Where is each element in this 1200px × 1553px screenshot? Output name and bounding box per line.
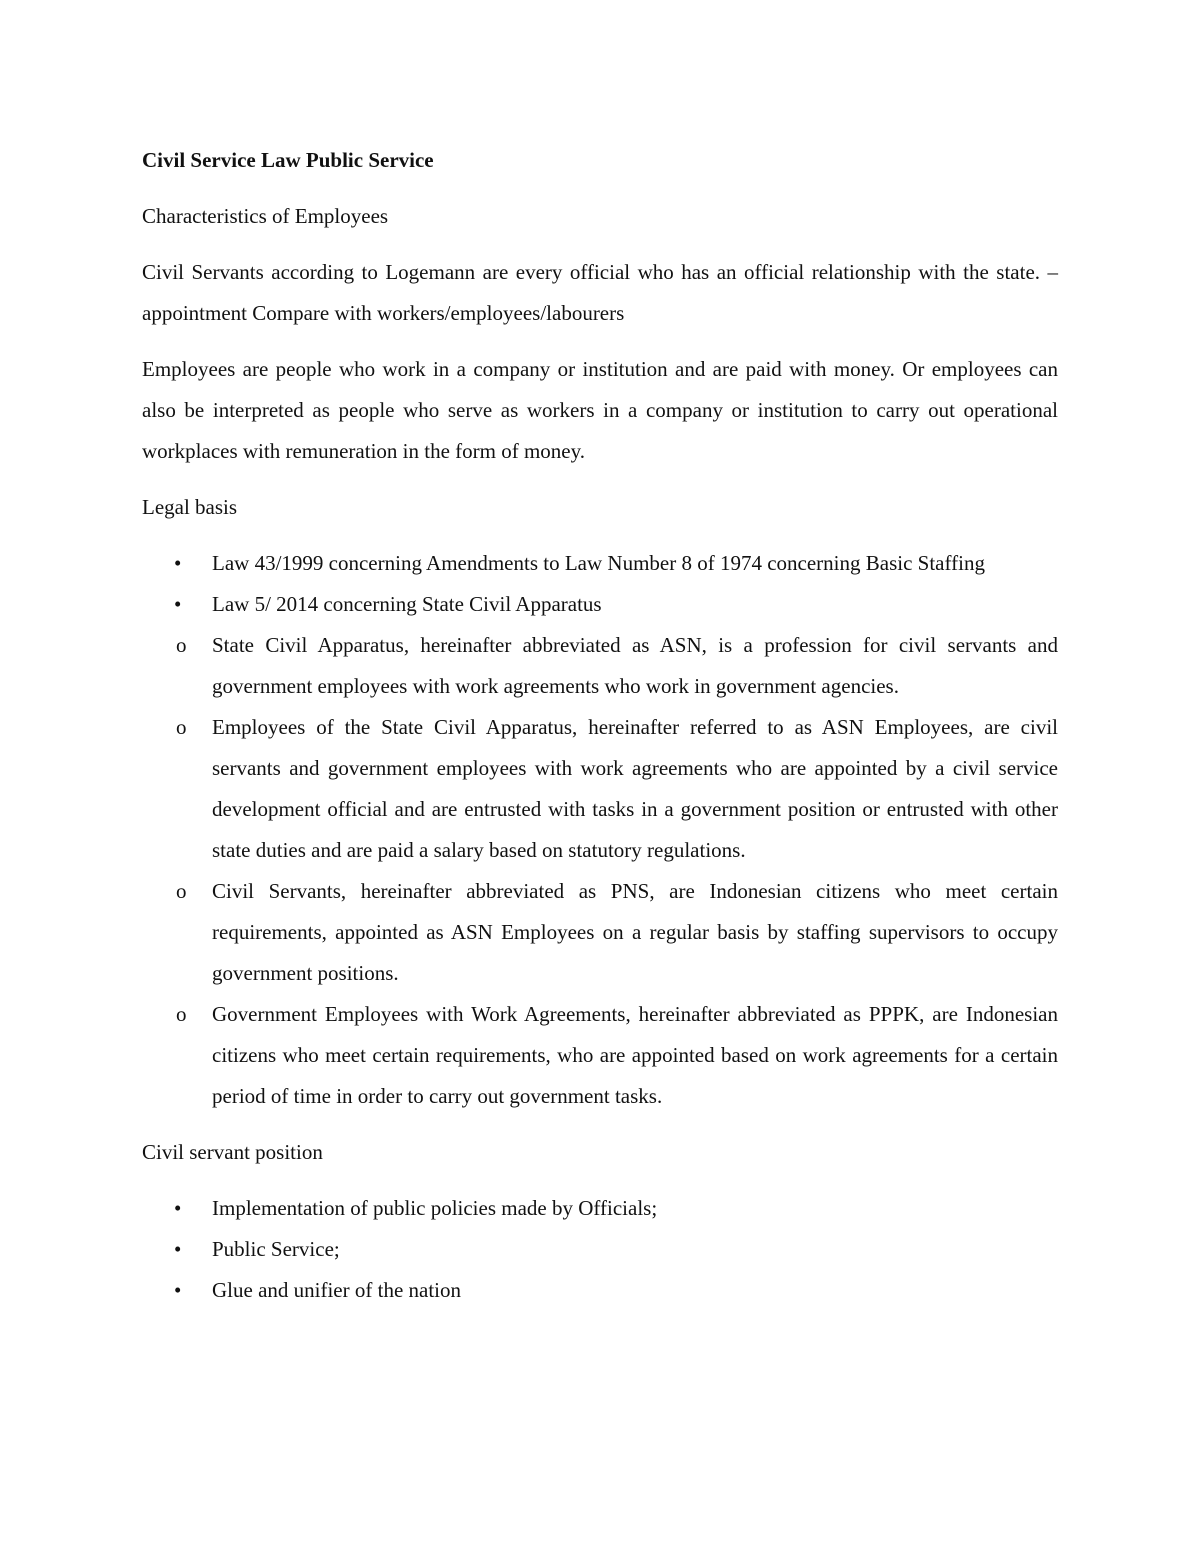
circle-bullet-icon: o (176, 715, 187, 739)
list-item-text: Law 5/ 2014 concerning State Civil Apparatus (212, 592, 602, 616)
list-item (142, 543, 1058, 584)
bullet-icon: • (174, 551, 182, 575)
bullet-icon: • (174, 592, 182, 616)
document-page (142, 140, 1058, 1311)
list-item-text: Glue and unifier of the nation (212, 1278, 462, 1302)
bullet-icon: • (174, 1237, 182, 1261)
paragraph-employees: Employees are people who work in a company or institution and are paid with money. Or employees can also be interpreted as people who serve as workers in a company or institution to carry out operational workplaces with remuneration in the form of money. (142, 357, 1058, 463)
list-item (142, 1270, 1058, 1311)
document-title: Civil Service Law Public Service (142, 148, 434, 172)
legal-basis-heading: Legal basis (142, 495, 238, 519)
list-item (142, 584, 1058, 625)
circle-bullet-icon: o (176, 879, 187, 903)
list-item-text: Law 43/1999 concerning Amendments to Law Number 8 of 1974 concerning Basic Staffing (212, 551, 985, 575)
circle-bullet-icon: o (176, 633, 187, 657)
list-item-text: Government Employees with Work Agreements, hereinafter abbreviated as PPPK, are Indonesian citizens who meet certain requirements, who are appointed based on work agreements for a certain period of time in order to carry out government tasks. (212, 1002, 1058, 1108)
circle-bullet-icon: o (176, 1002, 187, 1026)
bullet-icon: • (174, 1196, 182, 1220)
position-list (142, 1188, 1058, 1311)
list-item (142, 1188, 1058, 1229)
bullet-icon: • (174, 1278, 182, 1302)
list-item-text: Implementation of public policies made by Officials; (212, 1196, 658, 1220)
list-item (142, 625, 1058, 707)
paragraph-logemann: Civil Servants according to Logemann are every official who has an official relationship with the state. – appointment Compare with workers/employees/labourers (142, 260, 1058, 325)
list-item-text: Employees of the State Civil Apparatus, hereinafter referred to as ASN Employees, are civil servants and government employees with work agreements who are appointed by a civil service development official and are entrusted with tasks in a government position or entrusted with other state duties and are paid a salary based on statutory regulations. (212, 715, 1058, 862)
list-item-text: Civil Servants, hereinafter abbreviated as PNS, are Indonesian citizens who meet certain requirements, appointed as ASN Employees on a regular basis by staffing supervisors to occupy government positions. (212, 879, 1058, 985)
legal-basis-list (142, 543, 1058, 1117)
list-item (142, 994, 1058, 1117)
list-item (142, 707, 1058, 871)
subtitle: Characteristics of Employees (142, 204, 389, 228)
list-item-text: State Civil Apparatus, hereinafter abbreviated as ASN, is a profession for civil servants and government employees with work agreements who work in government agencies. (212, 633, 1058, 698)
list-item (142, 1229, 1058, 1270)
list-item (142, 871, 1058, 994)
list-item-text: Public Service; (212, 1237, 340, 1261)
position-heading: Civil servant position (142, 1140, 323, 1164)
